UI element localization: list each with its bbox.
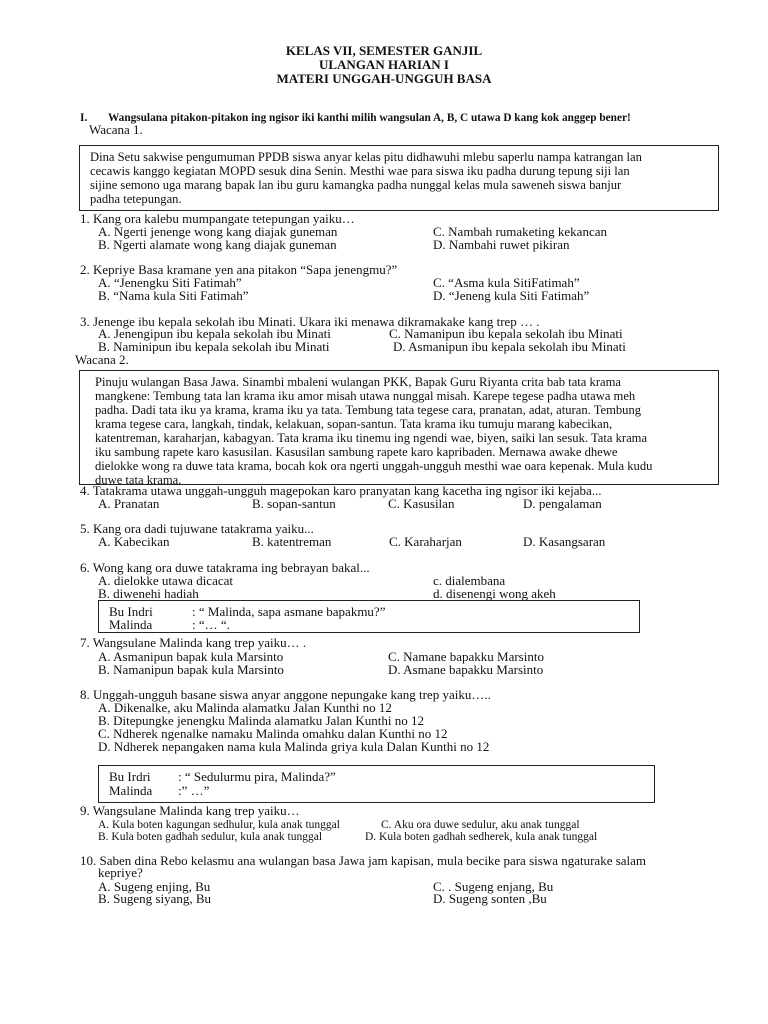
question-8: 8. Unggah-ungguh basane siswa anyar anggone nepungake kang trep yaiku…..	[80, 687, 491, 702]
q6-option-c[interactable]: c. dialembana	[433, 573, 506, 588]
q7-option-a[interactable]: A. Asmanipun bapak kula Marsinto	[98, 649, 284, 664]
question-10: 10. Saben dina Rebo kelasmu ana wulangan basa Jawa jam kapisan, mula becike para siswa ngaturake salam	[80, 853, 647, 868]
question-4: 4. Tatakrama utawa unggah-ungguh magepokan karo pranyatan kang kacetha ing ngisor iki kejaba...	[80, 483, 602, 498]
q2-option-c[interactable]: C. “Asma kula SitiFatimah”	[433, 275, 580, 290]
wacana2-line: Pinuju wulangan Basa Jawa. Sinambi mbaleni wulangan PKK, Bapak Guru Riyanta crita bab tata krama	[95, 375, 622, 389]
wacana1-line: cecawis kanggo kegiatan MOPD sesuk dina Senin. Mesthi wae para siswa iku padha durung tepung siji lan	[90, 164, 630, 178]
dialog2-speaker-teacher: Bu Irdri	[109, 769, 151, 784]
wacana1-line: Dina Setu sakwise pengumuman PPDB siswa anyar kelas pitu didhawuhi mlebu saperlu nampa katrangan lan	[90, 150, 642, 164]
question-3: 3. Jenenge ibu kepala sekolah ibu Minati. Ukara iki menawa dikramakake kang trep … .	[80, 314, 540, 329]
wacana1-line: sijine semono uga marang bapak lan ibu guru kamangka padha nunggal kelas mula saweneh siswa banjur	[90, 178, 622, 192]
wacana2-line: duwe tata krama.	[95, 473, 182, 487]
q6-option-b[interactable]: B. diwenehi hadiah	[98, 586, 199, 601]
q3-option-a[interactable]: A. Jenengipun ibu kepala sekolah ibu Minati	[98, 326, 331, 341]
question-5: 5. Kang ora dadi tujuwane tatakrama yaiku...	[80, 521, 314, 536]
q10-option-a[interactable]: A. Sugeng enjing, Bu	[98, 879, 211, 894]
q4-option-a[interactable]: A. Pranatan	[98, 496, 160, 511]
q7-option-b[interactable]: B. Namanipun bapak kula Marsinto	[98, 662, 284, 677]
q10-option-b[interactable]: B. Sugeng siyang, Bu	[98, 891, 212, 906]
q1-option-a[interactable]: A. Ngerti jenenge wong kang diajak guneman	[98, 224, 338, 239]
header-class: KELAS VII, SEMESTER GANJIL	[285, 43, 483, 58]
q9-option-c[interactable]: C. Aku ora duwe sedulur, aku anak tunggal	[381, 819, 580, 831]
q1-option-d[interactable]: D. Nambahi ruwet pikiran	[433, 237, 570, 252]
q2-option-a[interactable]: A. “Jenengku Siti Fatimah”	[98, 275, 242, 290]
wacana1-line: padha tetepungan.	[90, 192, 182, 206]
section-number: I.	[80, 112, 88, 124]
q8-option-a[interactable]: A. Dikenalke, aku Malinda alamatku Jalan Kunthi no 12	[98, 700, 392, 715]
q9-option-a[interactable]: A. Kula boten kagungan sedhulur, kula anak tunggal	[98, 819, 340, 831]
q2-option-b[interactable]: B. “Nama kula Siti Fatimah”	[98, 288, 249, 303]
dialog1-speaker-teacher: Bu Indri	[109, 604, 153, 619]
q10-option-c[interactable]: C. . Sugeng enjang, Bu	[433, 879, 554, 894]
q5-option-c[interactable]: C. Karaharjan	[389, 534, 462, 549]
q4-option-b[interactable]: B. sopan-santun	[252, 496, 336, 511]
q3-option-b[interactable]: B. Naminipun ibu kepala sekolah ibu Minati	[98, 339, 330, 354]
question-2: 2. Kepriye Basa kramane yen ana pitakon “Sapa jenengmu?”	[80, 262, 398, 277]
q6-option-a[interactable]: A. dielokke utawa dicacat	[98, 573, 233, 588]
dialog2-speaker-student: Malinda	[109, 783, 153, 798]
q5-option-d[interactable]: D. Kasangsaran	[523, 534, 606, 549]
question-1: 1. Kang ora kalebu mumpangate tetepungan yaiku…	[80, 211, 355, 226]
wacana2-line: katentreman, karaharjan, kabagyan. Tata krama iku tinemu ing ngendi wae, biyen, saiki lan sesuk. Tata krama	[95, 431, 648, 445]
q8-option-c[interactable]: C. Ndherek ngenalke namaku Malinda omahku dalan Kunthi no 12	[98, 726, 448, 741]
wacana2-line: iku sambung rapete karo kasusilan. Kasusilan sambung rapete karo kapribaden. Mernawa awake dhewe	[95, 445, 618, 459]
wacana1-label: Wacana 1.	[89, 122, 143, 137]
dialog2-line-teacher: : “ Sedulurmu pira, Malinda?”	[178, 769, 336, 784]
wacana2-line: krama tegese cara, langkah, tindak, kelakuan, sopan-santun. Tata krama iku tumuju marang kabecikan,	[95, 417, 613, 431]
q8-option-d[interactable]: D. Ndherek nepangaken nama kula Malinda griya kula Dalan Kunthi no 12	[98, 739, 490, 754]
q5-option-b[interactable]: B. katentreman	[252, 534, 332, 549]
q7-option-d[interactable]: D. Asmane bapakku Marsinto	[388, 662, 544, 677]
q9-option-d[interactable]: D. Kula boten gadhah sedherek, kula anak tunggal	[365, 831, 598, 843]
question-6: 6. Wong kang ora duwe tatakrama ing bebrayan bakal...	[80, 560, 370, 575]
q10-option-d[interactable]: D. Sugeng sonten ,Bu	[433, 891, 547, 906]
question-9: 9. Wangsulane Malinda kang trep yaiku…	[80, 803, 300, 818]
wacana2-line: padha. Dadi tata iku ya krama, krama iku ya tata. Tembung tata tegese cara, pranatan, adat, aturan. Tembung	[95, 403, 642, 417]
q5-option-a[interactable]: A. Kabecikan	[98, 534, 170, 549]
q4-option-d[interactable]: D. pengalaman	[523, 496, 602, 511]
dialog2-line-student: :” …”	[178, 783, 210, 798]
wacana2-label: Wacana 2.	[75, 352, 129, 367]
header-test: ULANGAN HARIAN I	[318, 57, 449, 72]
header-topic: MATERI UNGGAH-UNGGUH BASA	[276, 71, 492, 86]
q3-option-c[interactable]: C. Namanipun ibu kepala sekolah ibu Minati	[389, 326, 623, 341]
question-7: 7. Wangsulane Malinda kang trep yaiku… .	[80, 635, 307, 650]
q2-option-d[interactable]: D. “Jeneng kula Siti Fatimah”	[433, 288, 590, 303]
q4-option-c[interactable]: C. Kasusilan	[388, 496, 455, 511]
q7-option-c[interactable]: C. Namane bapakku Marsinto	[388, 649, 544, 664]
wacana2-line: dielokke wong ra duwe tata krama, bocah kok ora ngerti unggah-ungguh mesthi wae oara kepenak. Mula kudu	[95, 459, 653, 473]
dialog1-line-student: : “… “.	[192, 617, 230, 632]
q8-option-b[interactable]: B. Ditepungke jenengku Malinda alamatku Jalan Kunthi no 12	[98, 713, 425, 728]
dialog1-speaker-student: Malinda	[109, 617, 153, 632]
q1-option-c[interactable]: C. Nambah rumaketing kekancan	[433, 224, 607, 239]
question-10-cont: kepriye?	[98, 865, 143, 880]
dialog1-line-teacher: : “ Malinda, sapa asmane bapakmu?”	[192, 604, 386, 619]
section-instruction: Wangsulana pitakon-pitakon ing ngisor iki kanthi milih wangsulan A, B, C utawa D kang kok anggep bener!	[108, 112, 631, 124]
q9-option-b[interactable]: B. Kula boten gadhah sedulur, kula anak tunggal	[98, 831, 323, 843]
q3-option-d[interactable]: D. Asmanipun ibu kepala sekolah ibu Minati	[393, 339, 626, 354]
q1-option-b[interactable]: B. Ngerti alamate wong kang diajak guneman	[98, 237, 337, 252]
q6-option-d[interactable]: d. disenengi wong akeh	[433, 586, 556, 601]
wacana2-line: mangkene: Tembung tata lan krama iku amor misah utawa nunggal misah. Karepe tegese padha utawa meh	[95, 389, 636, 403]
